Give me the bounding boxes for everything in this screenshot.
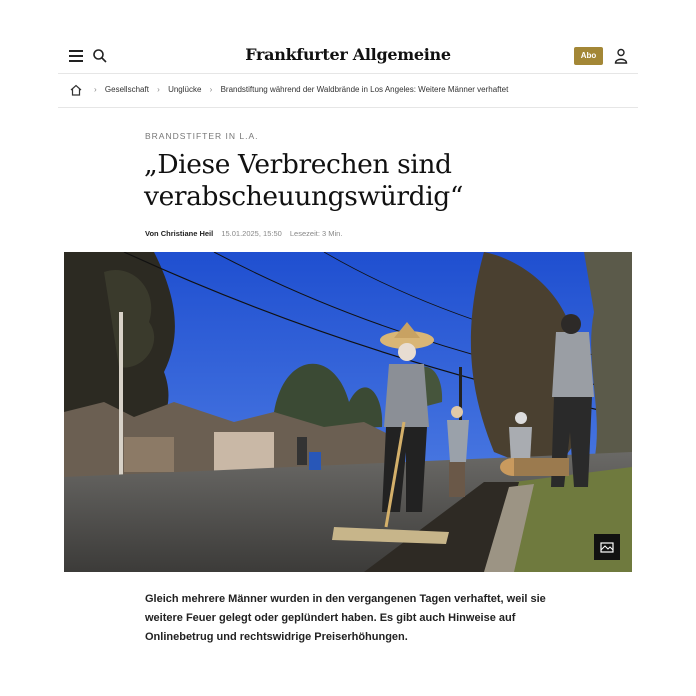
chevron-right-icon: ›: [94, 85, 97, 94]
breadcrumb-trail: [88, 85, 508, 94]
hero-image[interactable]: [64, 252, 632, 572]
site-logo[interactable]: Frankfurter Allgemeine: [245, 45, 451, 64]
home-icon[interactable]: [70, 84, 82, 96]
breadcrumb-item-gesellschaft[interactable]: Gesellschaft: [104, 85, 149, 94]
chevron-right-icon: ›: [157, 85, 160, 94]
author-name[interactable]: Von Christiane Heil: [145, 229, 214, 238]
publish-date: 15.01.2025, 15:50: [221, 229, 282, 238]
fire-cleanup-photo: [64, 252, 632, 572]
article-byline: [145, 229, 342, 238]
chevron-right-icon: ›: [209, 85, 213, 94]
reading-time: Lesezeit: 3 Min.: [289, 229, 343, 238]
abo-button[interactable]: Abo: [574, 47, 603, 65]
article-headline: „Diese Verbrechen sind verabscheuungswürdig“: [144, 149, 464, 212]
gallery-button[interactable]: [594, 534, 620, 560]
article-kicker: BRANDSTIFTER IN L.A.: [145, 131, 259, 141]
top-navigation: [58, 40, 638, 74]
article-teaser: Gleich mehrere Männer wurden in den vergangenen Tagen verhaftet, weil sie weitere Feuer gelegt oder geplündert haben. Es gibt auch Hinweise auf Onlinebetrug und rechtswidrige Preiserhöhungen.: [145, 593, 546, 643]
breadcrumb-item-current[interactable]: Brandstiftung während der Waldbrände in Los Angeles: Weitere Männer verhaftet: [220, 85, 509, 94]
breadcrumb: [58, 74, 638, 108]
breadcrumb-item-ungluecke[interactable]: Unglücke: [168, 85, 202, 94]
gallery-icon: [594, 534, 620, 560]
user-icon[interactable]: [614, 48, 628, 64]
